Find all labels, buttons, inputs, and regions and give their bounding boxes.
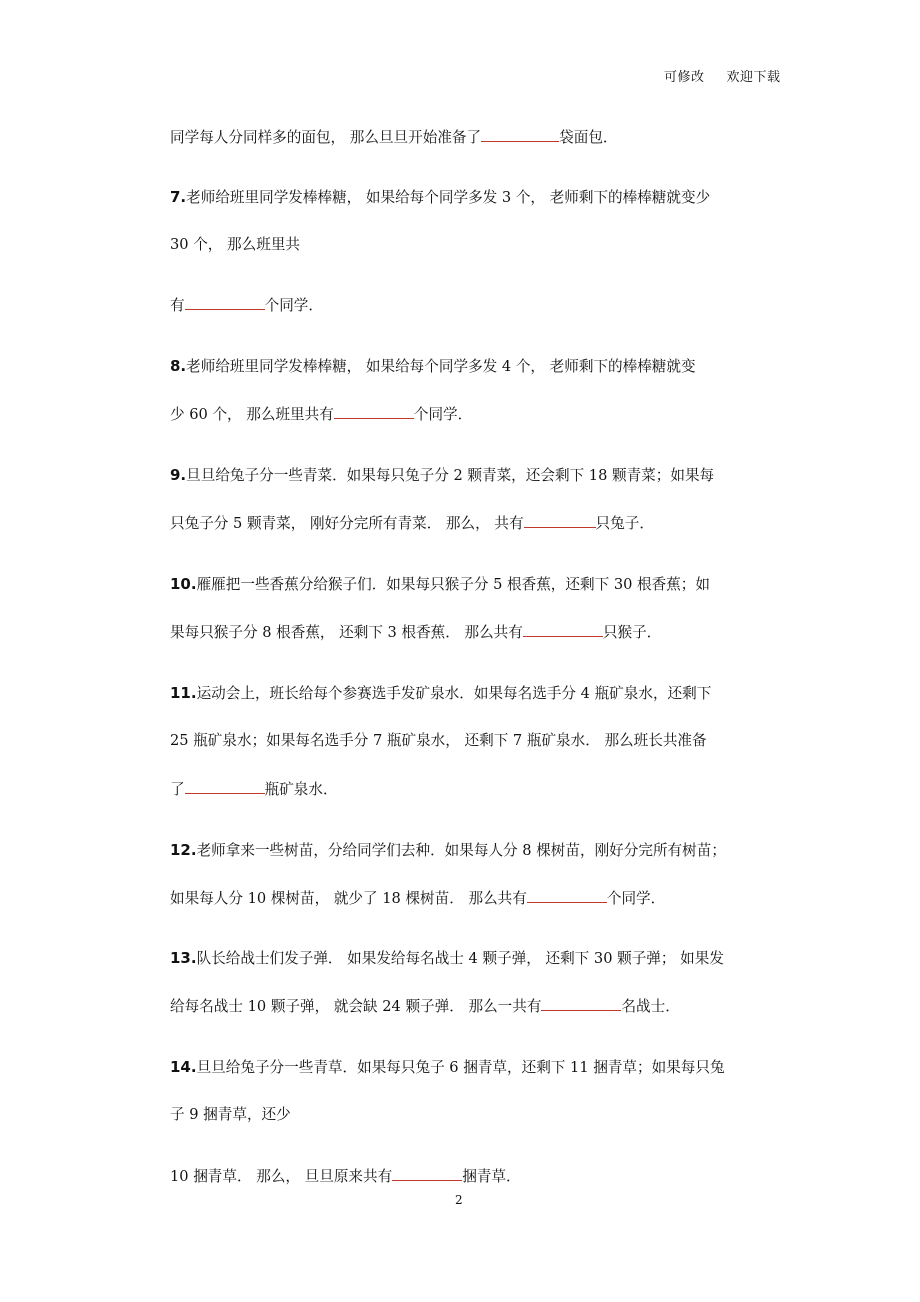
problem-8-line-1 xyxy=(170,356,696,377)
answer-blank[interactable] xyxy=(392,1166,462,1181)
page-number: 2 xyxy=(455,1193,463,1207)
problem-11-line-3 xyxy=(170,779,338,800)
problem-number: 9. xyxy=(170,466,187,484)
problem-10-line-1 xyxy=(170,574,710,595)
text: 袋面包． xyxy=(559,129,618,146)
problem-text: 果每只猴子分 8 根香蕉， 还剩下 3 根香蕉． 那么共有 xyxy=(170,624,523,641)
problem-7-line-2 xyxy=(170,235,300,255)
problem-9-line-2 xyxy=(170,513,654,534)
answer-blank[interactable] xyxy=(527,888,607,903)
problem-text: 旦旦给兔子分一些青菜．如果每只兔子分 2 颗青菜，还会剩下 18 颗青菜；如果每 xyxy=(186,467,715,484)
problem-text: 个同学． xyxy=(264,297,323,314)
problem-text: 少 60 个， 那么班里共有 xyxy=(170,406,334,423)
problem-text: 10 捆青草． 那么， 旦旦原来共有 xyxy=(170,1168,393,1185)
answer-blank[interactable] xyxy=(524,513,596,528)
problem-text: 队长给战士们发子弹． 如果发给每名战士 4 颗子弹， 还剩下 30 颗子弹； 如果发 xyxy=(196,950,724,967)
problem-text: 25 瓶矿泉水；如果每名选手分 7 瓶矿泉水， 还剩下 7 瓶矿泉水． 那么班长共准备 xyxy=(170,732,707,749)
problem-text: 给每名战士 10 颗子弹， 就会缺 24 颗子弹． 那么一共有 xyxy=(170,998,542,1015)
problem-text: 老师拿来一些树苗，分给同学们去种．如果每人分 8 棵树苗，刚好分完所有树苗； xyxy=(196,842,726,859)
problem-number: 7. xyxy=(170,188,187,206)
problem-text: 个同学． xyxy=(413,406,473,423)
problem-text: 有 xyxy=(170,297,185,314)
problem-11-line-2 xyxy=(170,731,707,751)
problem-text: 旦旦给兔子分一些青草．如果每只兔子 6 捆青草，还剩下 11 捆青草；如果每只兔 xyxy=(196,1059,725,1076)
problem-8-line-2 xyxy=(170,404,472,425)
problem-text: 30 个， 那么班里共 xyxy=(170,236,301,253)
page-header xyxy=(664,66,781,85)
problem-number: 14. xyxy=(170,1058,197,1076)
problem-12-line-1 xyxy=(170,840,726,861)
problem-number: 10. xyxy=(170,575,197,593)
problem-text: 了 xyxy=(170,781,185,798)
problem-number: 8. xyxy=(170,357,187,375)
answer-blank[interactable] xyxy=(185,295,265,310)
answer-blank[interactable] xyxy=(541,996,621,1011)
problem-text: 只兔子分 5 颗青菜， 刚好分完所有青菜． 那么， 共有 xyxy=(170,515,524,532)
problem-11-line-1 xyxy=(170,683,711,704)
problem-14-line-2 xyxy=(170,1105,291,1125)
problem-13-line-2 xyxy=(170,996,680,1017)
answer-blank[interactable] xyxy=(523,622,603,637)
problem-7-line-3 xyxy=(170,295,323,316)
problem-14-line-3 xyxy=(170,1166,521,1187)
answer-blank[interactable] xyxy=(185,779,265,794)
problem-text: 雁雁把一些香蕉分给猴子们．如果每只猴子分 5 根香蕉，还剩下 30 根香蕉；如 xyxy=(196,576,710,593)
problem-text: 老师给班里同学发棒棒糖， 如果给每个同学多发 4 个， 老师剩下的棒棒糖就变 xyxy=(186,358,696,375)
problem-10-line-2 xyxy=(170,622,661,643)
problem-text: 子 9 捆青草，还少 xyxy=(170,1106,291,1123)
header-editable-text: 可修改 xyxy=(664,70,705,85)
text: 同学每人分同样多的面包， 那么旦旦开始准备了 xyxy=(170,129,482,146)
problem-text: 只猴子． xyxy=(602,624,662,641)
continuation-line xyxy=(170,127,618,148)
problem-text: 老师给班里同学发棒棒糖， 如果给每个同学多发 3 个， 老师剩下的棒棒糖就变少 xyxy=(186,189,711,206)
problem-text: 瓶矿泉水． xyxy=(264,781,338,798)
problem-text: 只兔子． xyxy=(595,515,654,532)
answer-blank[interactable] xyxy=(334,404,414,419)
problem-9-line-1 xyxy=(170,465,714,486)
problem-text: 名战士． xyxy=(621,998,680,1015)
problem-number: 13. xyxy=(170,949,197,967)
answer-blank[interactable] xyxy=(481,127,559,142)
problem-text: 个同学． xyxy=(606,890,666,907)
problem-number: 12. xyxy=(170,841,197,859)
header-download-text: 欢迎下载 xyxy=(726,70,781,85)
problem-text: 运动会上，班长给每个参赛选手发矿泉水．如果每名选手分 4 瓶矿泉水，还剩下 xyxy=(196,685,712,702)
problem-text: 捆青草． xyxy=(462,1168,521,1185)
problem-12-line-2 xyxy=(170,888,665,909)
problem-text: 如果每人分 10 棵树苗， 就少了 18 棵树苗． 那么共有 xyxy=(170,890,527,907)
problem-13-line-1 xyxy=(170,948,724,969)
problem-number: 11. xyxy=(170,684,197,702)
problem-14-line-1 xyxy=(170,1057,725,1078)
problem-7-line-1 xyxy=(170,187,710,208)
